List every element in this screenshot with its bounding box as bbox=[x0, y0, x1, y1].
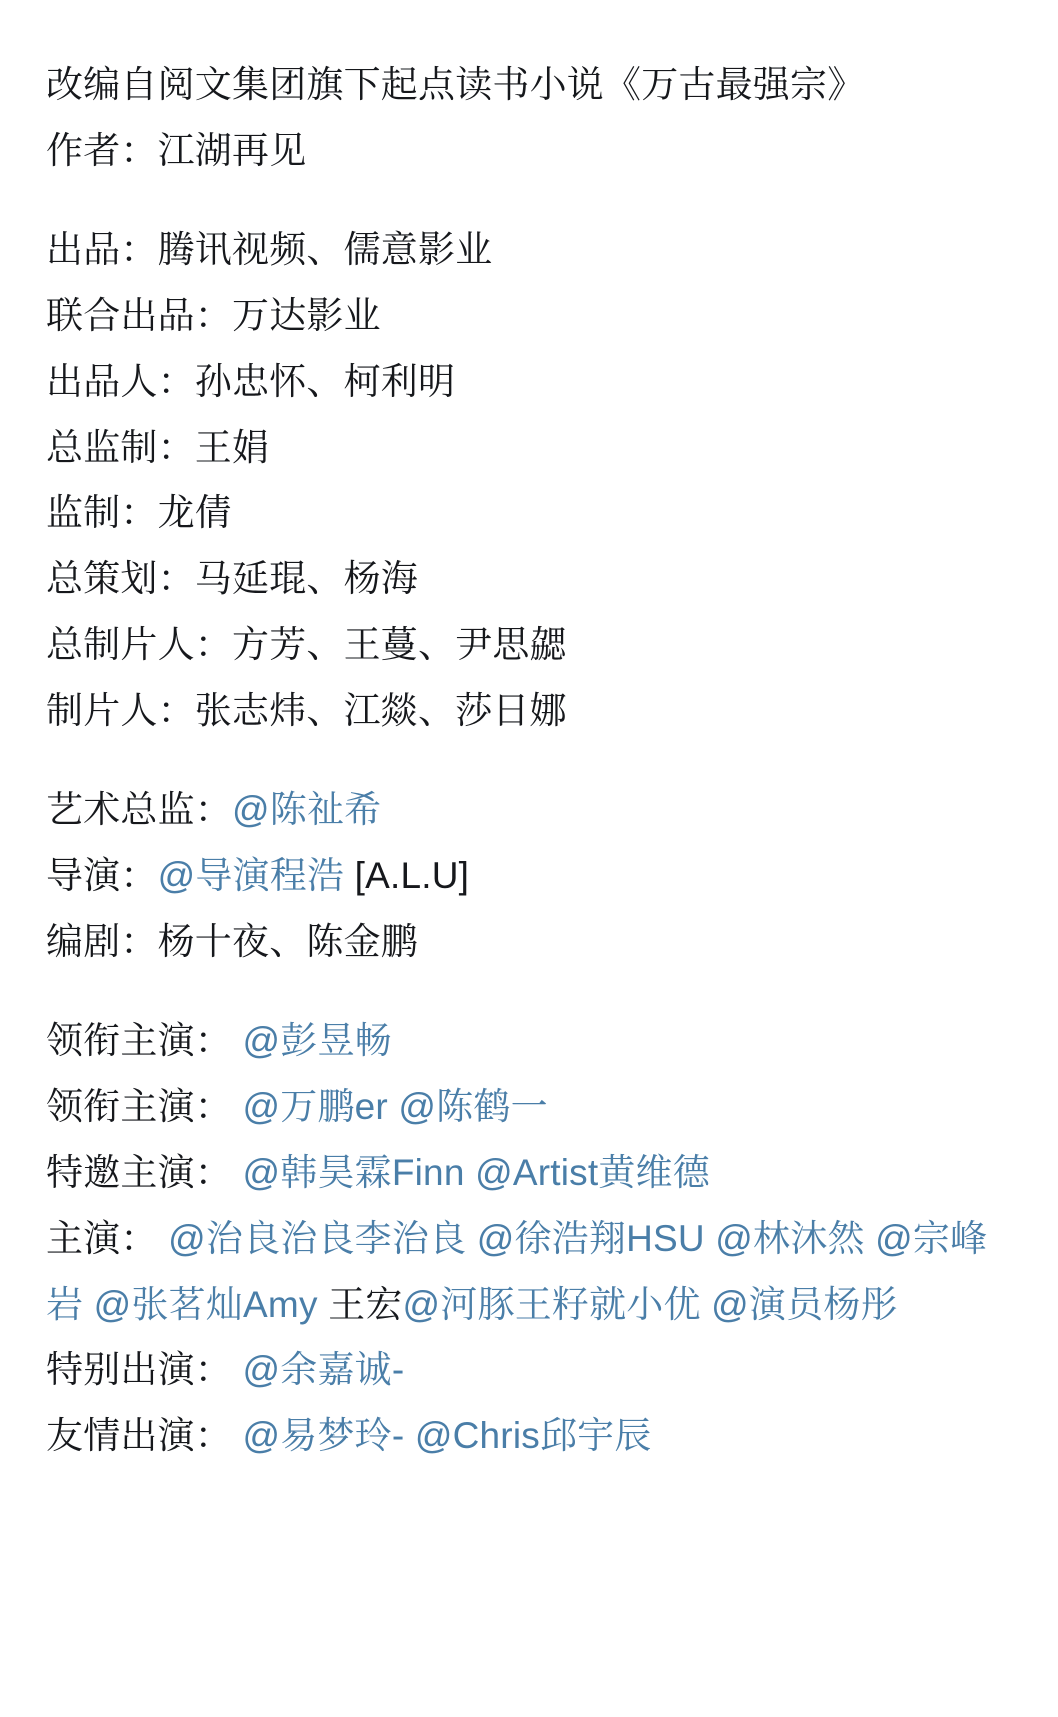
credits-line-supervisor bbox=[46, 480, 1018, 546]
credits-line-co-presented-by bbox=[46, 283, 1018, 349]
credits-text: 王宏 bbox=[317, 1283, 403, 1325]
credits-blank-line bbox=[46, 184, 1018, 217]
mention-link[interactable]: @余嘉诚- bbox=[232, 1349, 405, 1391]
credits-text: 特邀主演： bbox=[46, 1151, 232, 1193]
mention-link[interactable]: @易梦玲- @Chris邱宇辰 bbox=[232, 1415, 652, 1457]
credits-text: 作者：江湖再见 bbox=[46, 129, 307, 171]
mention-link[interactable]: @导演程浩 bbox=[157, 855, 345, 897]
credits-line-presented-by bbox=[46, 217, 1018, 283]
credits-line-special-guest-star bbox=[46, 1140, 1018, 1206]
credits-text: 联合出品：万达影业 bbox=[46, 294, 381, 336]
credits-text: 出品：腾讯视频、儒意影业 bbox=[46, 229, 493, 271]
credits-text: 监制：龙倩 bbox=[46, 492, 232, 534]
credits-text: 特别出演： bbox=[46, 1349, 232, 1391]
credits-line-line-producer bbox=[46, 678, 1018, 744]
credits-text: 出品人：孙忠怀、柯利明 bbox=[46, 360, 456, 402]
credits-blank-line bbox=[46, 975, 1018, 1008]
credits-line-chief-producer bbox=[46, 612, 1018, 678]
credits-line-director bbox=[46, 843, 1018, 909]
credits-text: 制片人：张志炜、江燚、莎日娜 bbox=[46, 690, 567, 732]
credits-line-producers-presenters bbox=[46, 349, 1018, 415]
credits-text: 总策划：马延琨、杨海 bbox=[46, 558, 418, 600]
credits-text: 改编自阅文集团旗下起点读书小说《万古最强宗》 bbox=[46, 64, 865, 105]
credits-line-chief-supervisor bbox=[46, 415, 1018, 481]
mention-link[interactable]: @河豚王籽就小优 @演员杨彤 bbox=[402, 1283, 898, 1325]
mention-link[interactable]: @韩昊霖Finn @Artist黄维德 bbox=[232, 1151, 710, 1193]
mention-link[interactable]: @万鹏er @陈鹤一 bbox=[232, 1085, 548, 1127]
credits-line-lead-actor-2 bbox=[46, 1074, 1018, 1140]
credits-text: 友情出演： bbox=[46, 1415, 232, 1457]
credits-line-special-appearance bbox=[46, 1337, 1018, 1403]
mention-link[interactable]: @彭昱畅 bbox=[232, 1020, 392, 1062]
mention-link[interactable]: @治良治良李治良 @徐浩翔HSU @林沐然 @宗峰岩 @张茗灿Amy bbox=[46, 1217, 988, 1325]
credits-text: [A.L.U] bbox=[344, 855, 470, 897]
credits-line-source-novel bbox=[46, 52, 1018, 118]
credits-line-lead-actor-1 bbox=[46, 1008, 1018, 1074]
credits-line-screenwriter bbox=[46, 909, 1018, 975]
credits-line-friendly-appearance bbox=[46, 1403, 1018, 1469]
credits-text: 总制片人：方芳、王蔓、尹思勰 bbox=[46, 624, 567, 666]
credits-text-block bbox=[46, 52, 1018, 1469]
credits-text: 总监制：王娟 bbox=[46, 426, 270, 468]
credits-text: 领衔主演： bbox=[46, 1020, 232, 1062]
credits-text: 艺术总监： bbox=[46, 789, 232, 831]
credits-line-starring bbox=[46, 1206, 1018, 1338]
credits-line-author bbox=[46, 118, 1018, 184]
credits-text: 导演： bbox=[46, 855, 158, 897]
mention-link[interactable]: @陈祉希 bbox=[232, 789, 382, 831]
credits-blank-line bbox=[46, 744, 1018, 777]
credits-text: 编剧：杨十夜、陈金鹏 bbox=[46, 920, 418, 962]
credits-text: 领衔主演： bbox=[46, 1085, 232, 1127]
credits-text: 主演： bbox=[46, 1217, 158, 1259]
credits-line-chief-planner bbox=[46, 546, 1018, 612]
credits-line-art-director bbox=[46, 777, 1018, 843]
